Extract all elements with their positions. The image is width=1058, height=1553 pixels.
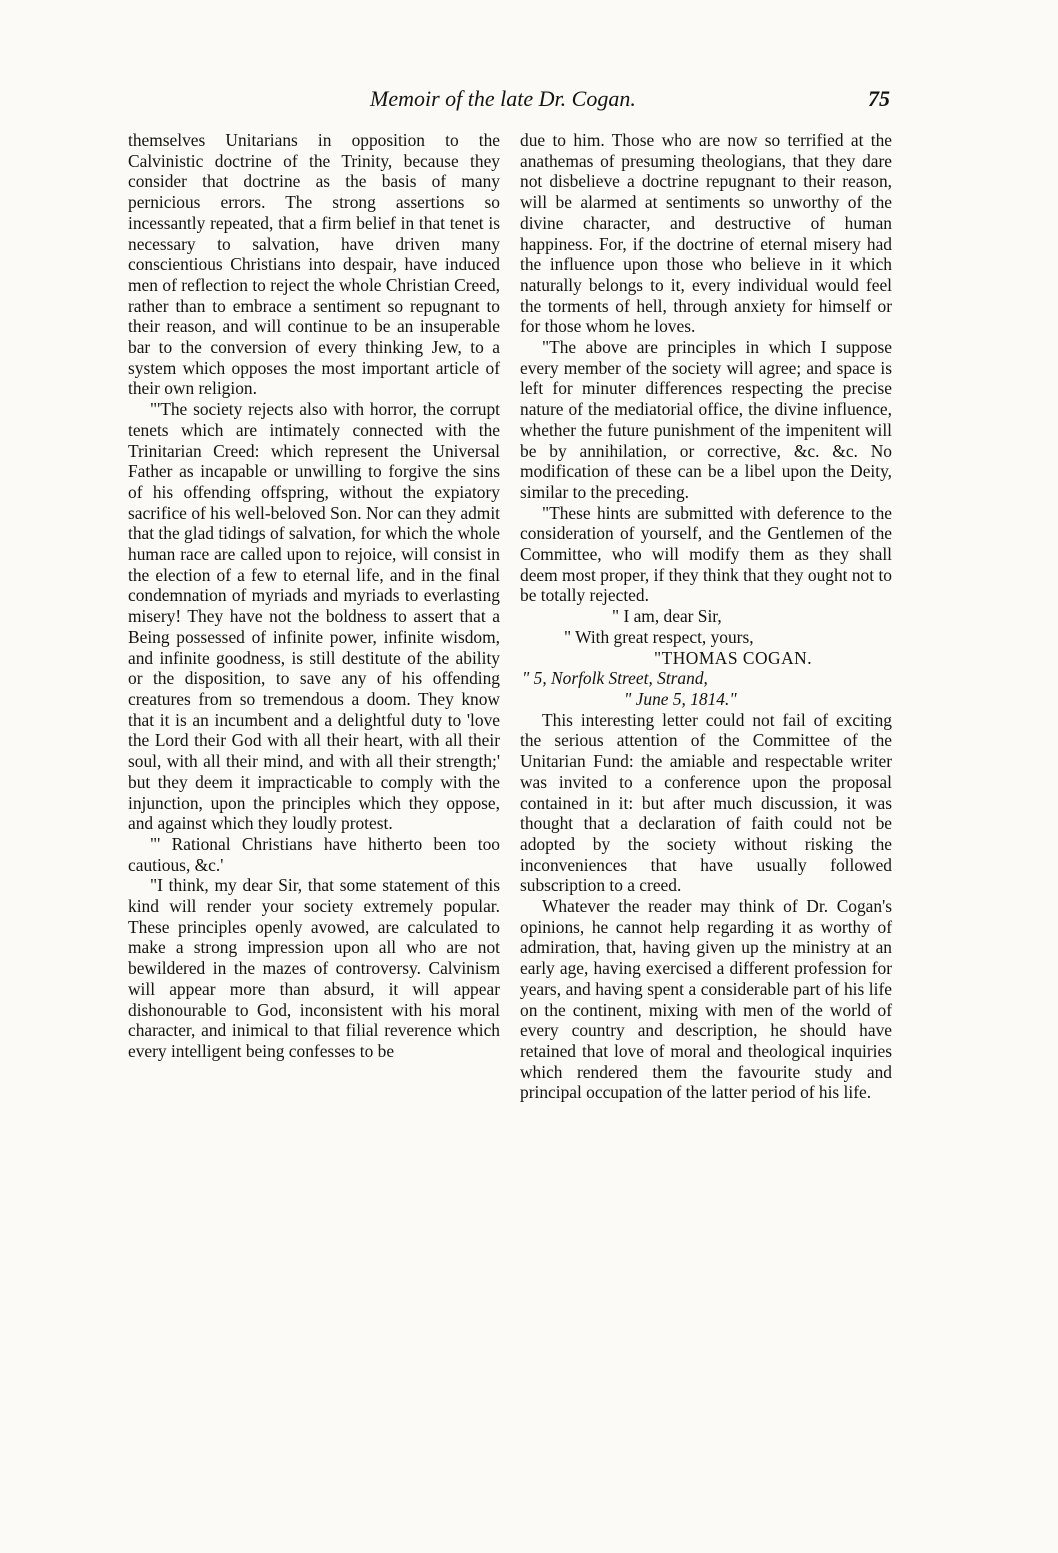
right-column [520, 130, 892, 1103]
signature-address: " 5, Norfolk Street, Strand, [522, 668, 708, 689]
paragraph-continuation: themselves Unitarians in opposition to the Calvinistic doctrine of the Trinity, because they consider that doctrine as the basis of many pernicious errors. The strong assertions so incessantly repeated, that a firm belief in that tenet is necessary to salvation, have driven many conscientious Christians into despair, have induced men of reflection to reject the whole Christian Creed, rather than to embrace a sentiment so repugnant to their reason, and will continue to be an insuperable bar to the conversion of every thinking Jew, to a system which opposes the most important article of their own religion. [128, 130, 500, 399]
paragraph-interesting-letter: This interesting letter could not fail of exciting the serious attention of the Committee of the Unitarian Fund: the amiable and respectable writer was invited to a conference upon the proposal contained in it: but after much discussion, it was thought that a declaration of faith could not be adopted by the society without risking the inconveniences that have usually followed subscription to a creed. [520, 709, 892, 896]
closing-salutation: " I am, dear Sir, [612, 606, 722, 627]
paragraph-these-hints: "These hints are submitted with deference to the consideration of yourself, and the Gentlemen of the Committee, who will modify them as they shall deem most proper, if they think that they ought not to be totally rejected. [520, 502, 892, 606]
paragraph-above-principles: "The above are principles in which I suppose every member of the society will agree; and space is left for minuter differences respecting the precise nature of the mediatorial office, the divine influence, whether the future punishment of the impenitent will be by annihilation, or corrective, &c. &c. No modification of these can be a libel upon the Deity, similar to the preceding. [520, 337, 892, 502]
signature-date: " June 5, 1814." [624, 688, 737, 709]
paragraph-rational-christians: "' Rational Christians have hitherto been too cautious, &c.' [128, 833, 500, 875]
closing-respect: " With great respect, yours, [564, 626, 754, 647]
running-title: Memoir of the late Dr. Cogan. [370, 86, 636, 111]
page-number: 75 [868, 86, 890, 111]
signature-name: "THOMAS COGAN. [654, 647, 813, 668]
paragraph-whatever-reader: Whatever the reader may think of Dr. Cogan's opinions, he cannot help regarding it as worthy of admiration, that, having given up the ministry at an early age, having exercised a different profession for years, and having spent a considerable part of his life on the continent, mixing with men of the world of every country and description, he should have retained that love of moral and theological inquiries which rendered them the favourite study and principal occupation of the latter period of his life. [520, 896, 892, 1103]
paragraph-due-to-him: due to him. Those who are now so terrified at the anathemas of presuming theologians, that they dare not disbelieve a doctrine repugnant to their reason, will be alarmed at sentiments so unworthy of the divine character, and destructive of human happiness. For, if the doctrine of eternal misery had the influence upon those who believe in it which naturally belongs to it, every individual would feel the torments of hell, through anxiety for himself or for those whom he loves. [520, 130, 892, 337]
paragraph-i-think: "I think, my dear Sir, that some statement of this kind will render your society extremely popular. These principles openly avowed, are calculated to make a strong impression upon all who are not bewildered in the mazes of controversy. Calvinism will appear more than absurd, it will appear dishonourable to God, inconsistent with his moral character, and inimical to that filial reverence which every intelligent being confesses to be [128, 875, 500, 1061]
running-head [130, 84, 890, 114]
paragraph-society-rejects: "'The society rejects also with horror, the corrupt tenets which are intimately connected with the Trinitarian Creed: which represent the Universal Father as incapable or unwilling to forgive the sins of his offending offspring, without the expiatory sacrifice of his well-beloved Son. Nor can they admit that the glad tidings of salvation, for which the whole human race are called upon to rejoice, will consist in the election of a few to eternal life, and in the final condemnation of myriads and myriads to everlasting misery! They have not the boldness to assert that a Being possessed of infinite power, infinite wisdom, and infinite goodness, is still destitute of the ability or the disposition, to save any of his offending creatures from so tremendous a doom. They know that it is an incumbent and a delightful duty to 'love the Lord their God with all their heart, with all their soul, with all their mind, and with all their strength;' but they deem it impracticable to comply with the injunction, upon the principles which they oppose, and against which they loudly protest. [128, 399, 500, 834]
letter-signature [520, 606, 892, 710]
left-column [128, 130, 500, 1062]
